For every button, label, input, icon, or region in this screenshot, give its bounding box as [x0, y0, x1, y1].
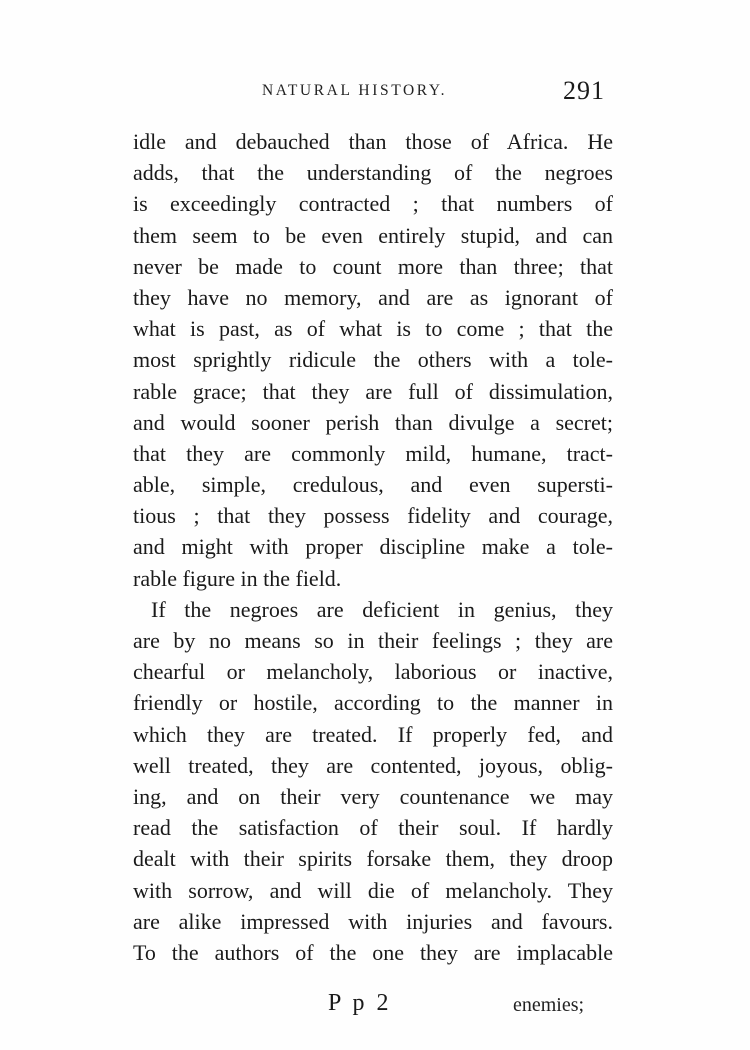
- text-line: are by no means so in their feelings ; they are: [133, 628, 613, 653]
- text-line: dealt with their spirits forsake them, they droop: [133, 846, 613, 872]
- page-number: 291: [563, 76, 605, 105]
- text-line: are alike impressed with injuries and favours.: [133, 908, 613, 934]
- signature-mark: P p 2: [328, 990, 392, 1016]
- text-line: most sprightly ridicule the others with a tole-: [133, 347, 613, 373]
- text-line: that they are commonly mild, humane, tract-: [133, 440, 613, 466]
- text-line: with sorrow, and will die of melancholy. They: [133, 877, 613, 903]
- text-line: If the negroes are deficient in genius, they: [151, 596, 613, 622]
- running-head: NATURAL HISTORY.: [262, 82, 448, 99]
- text-line: what is past, as of what is to come ; that the: [133, 316, 613, 342]
- text-line: rable figure in the field.: [133, 565, 342, 591]
- text-line: and would sooner perish than divulge a secret;: [133, 409, 613, 435]
- text-line: able, simple, credulous, and even supersti-: [133, 472, 613, 498]
- text-line: friendly or hostile, according to the manner in: [133, 690, 613, 716]
- text-line: read the satisfaction of their soul. If hardly: [133, 815, 613, 841]
- text-line: never be made to count more than three; that: [133, 253, 613, 279]
- text-line: them seem to be even entirely stupid, and can: [133, 222, 613, 248]
- text-line: To the authors of the one they are implacable: [133, 939, 613, 965]
- text-line: they have no memory, and are as ignorant of: [133, 284, 613, 310]
- text-line: chearful or melancholy, laborious or inactive,: [133, 659, 613, 685]
- text-line: which they are treated. If properly fed, and: [133, 721, 613, 747]
- body-text: [133, 126, 613, 968]
- text-line: adds, that the understanding of the negroes: [133, 160, 613, 186]
- text-line: well treated, they are contented, joyous, oblig-: [133, 752, 613, 778]
- text-line: idle and debauched than those of Africa. He: [133, 129, 613, 154]
- text-line: rable grace; that they are full of dissimulation,: [133, 378, 613, 404]
- text-line: ing, and on their very countenance we may: [133, 783, 613, 809]
- text-line: tious ; that they possess fidelity and courage,: [133, 503, 613, 529]
- text-line: and might with proper discipline make a tole-: [133, 534, 613, 560]
- text-line: is exceedingly contracted ; that numbers of: [133, 191, 613, 217]
- catchword: enemies;: [513, 994, 585, 1016]
